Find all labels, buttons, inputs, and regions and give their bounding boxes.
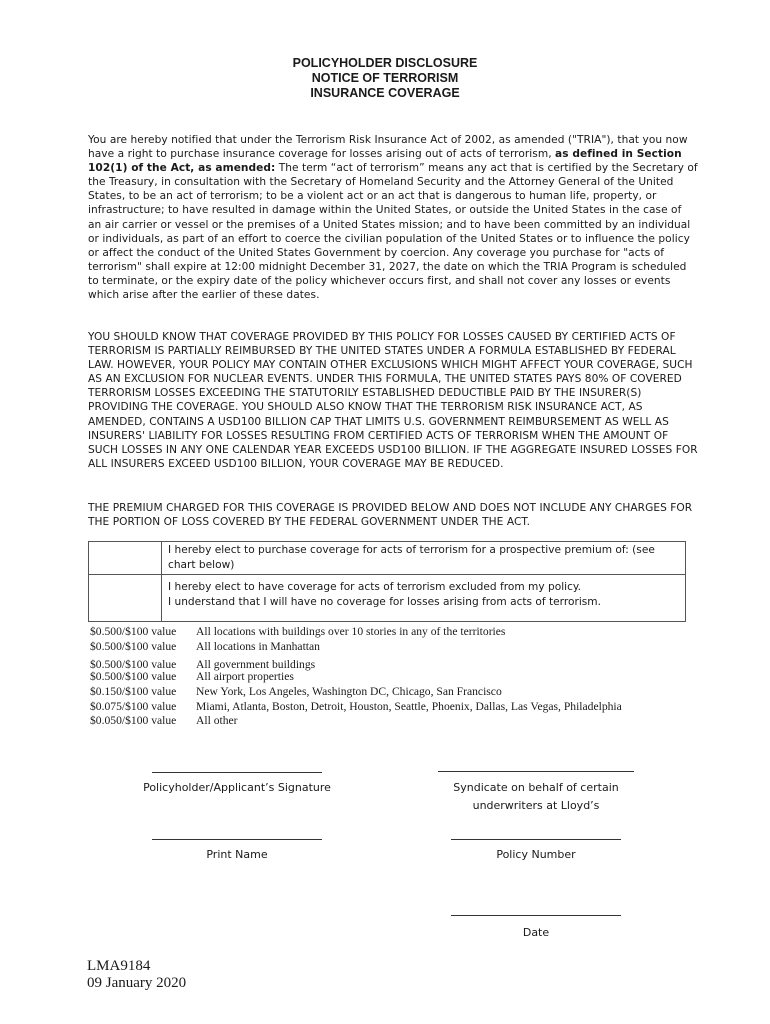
rate-value: $0.050/$100 value: [90, 714, 177, 728]
rate-row: [90, 700, 622, 715]
form-footer: [87, 958, 186, 992]
rate-description: Miami, Atlanta, Boston, Detroit, Houston, Seattle, Phoenix, Dallas, Las Vegas, Philadelphia: [196, 699, 622, 713]
rate-row: [90, 625, 622, 640]
exclude-election-box[interactable]: [89, 575, 162, 622]
tria-notice-paragraph: [88, 133, 698, 302]
purchase-election-box[interactable]: [89, 542, 162, 575]
syndicate-signature-line[interactable]: [438, 771, 634, 772]
election-row-exclude: [89, 575, 686, 622]
form-code: LMA9184: [87, 958, 151, 974]
rate-row: [90, 640, 622, 655]
rate-description: All other: [196, 714, 238, 728]
rate-row: [90, 714, 622, 729]
rate-value: $0.500/$100 value: [90, 657, 177, 671]
date-line[interactable]: [451, 915, 621, 916]
policyholder-signature-line[interactable]: [152, 772, 322, 773]
election-table: [88, 541, 686, 622]
policyholder-signature-label: Policyholder/Applicant’s Signature: [143, 781, 331, 794]
rate-row: [90, 670, 622, 685]
policy-number-line[interactable]: [451, 839, 621, 840]
syndicate-label-line-2: underwriters at Lloyd’s: [472, 799, 600, 812]
rate-value: $0.150/$100 value: [90, 684, 177, 698]
exclude-election-line-1: I hereby elect to have coverage for acts of terrorism excluded from my policy.: [168, 581, 582, 593]
form-date: 09 January 2020: [87, 975, 187, 991]
rate-description: New York, Los Angeles, Washington DC, Chicago, San Francisco: [196, 684, 502, 698]
title-line-2: NOTICE OF TERRORISM: [311, 71, 459, 85]
rate-description: All locations with buildings over 10 stories in any of the territories: [196, 625, 506, 638]
premium-paragraph: THE PREMIUM CHARGED FOR THIS COVERAGE IS PROVIDED BELOW AND DOES NOT INCLUDE ANY CHARGES FOR THE PORTION OF LOSS COVERED BY THE FEDERAL GOVERNMENT UNDER THE ACT.: [88, 502, 693, 529]
purchase-election-text: I hereby elect to purchase coverage for acts of terrorism for a prospective premium of: (see chart below): [162, 542, 686, 575]
rate-description: All locations in Manhattan: [196, 639, 320, 653]
date-label: Date: [522, 926, 550, 939]
rate-description: All airport properties: [196, 669, 294, 683]
rate-row: [90, 685, 622, 700]
election-row-purchase: [89, 542, 686, 575]
reimbursement-paragraph: YOU SHOULD KNOW THAT COVERAGE PROVIDED BY THIS POLICY FOR LOSSES CAUSED BY CERTIFIED ACTS OF TERRORISM IS PARTIALLY REIMBURSED BY THE UNITED STATES UNDER A FORMULA ESTABLISHED BY FEDERAL LAW. HOWEVER, YOUR POLICY MAY CONTAIN OTHER EXCLUSIONS WHICH MIGHT AFFECT YOUR COVERAGE, SUCH AS AN EXCLUSION FOR NUCLEAR EVENTS. UNDER THIS FORMULA, THE UNITED STATES PAYS 80% OF COVERED TERRORISM LOSSES EXCEEDING THE STATUTORILY ESTABLISHED DEDUCTIBLE PAID BY THE INSURER(S) PROVIDING THE COVERAGE. YOU SHOULD ALSO KNOW THAT THE TERRORISM RISK INSURANCE ACT, AS AMENDED, CONTAINS A USD100 BILLION CAP THAT LIMITS U.S. GOVERNMENT REIMBURSEMENT AS WELL AS INSURERS' LIABILITY FOR LOSSES RESULTING FROM CERTIFIED ACTS OF TERRORISM WHEN THE AMOUNT OF SUCH LOSSES IN ANY ONE CALENDAR YEAR EXCEEDS USD100 BILLION. IF THE AGGREGATE INSURED LOSSES FOR ALL INSURERS EXCEED USD100 BILLION, YOUR COVERAGE MAY BE REDUCED.: [88, 331, 698, 470]
rate-value: $0.075/$100 value: [90, 699, 177, 713]
tria-notice-text-b: The term “act of terrorism” means any act that is certified by the Secretary of the Treasury, in consultation with the Secretary of Homeland Security and the Attorney General of the United States, to be an act of terrorism; to be a violent act or an act that is dangerous to human life, property, or infrastructure; to have resulted in damage within the United States, or outside the United States in the case of an air carrier or vessel or the premises of a United States mission; and to have been committed by an individual or individuals, as part of an effort to coerce the civilian population of the United States or to influence the policy or affect the conduct of the United States Government by coercion. Any coverage you purchase for "acts of terrorism" shall expire at 12:00 midnight December 31, 2027, the date on which the TRIA Program is scheduled to terminate, or the expiry date of the policy whichever occurs first, and shall not cover any losses or events which arise after the earlier of these dates.: [88, 162, 698, 302]
exclude-election-text: [162, 575, 686, 622]
print-name-line[interactable]: [152, 839, 322, 840]
tria-notice-bold-text: as defined in Section 102(1) of the Act, as amended:: [88, 148, 682, 175]
title-line-3: INSURANCE COVERAGE: [310, 86, 460, 100]
rate-value: $0.500/$100 value: [90, 639, 177, 653]
tria-notice-text-a: You are hereby notified that under the Terrorism Risk Insurance Act of 2002, as amended ("TRIA"), that you now have a right to purchase insurance coverage for losses arising out of acts of terrorism,: [88, 134, 688, 161]
rate-description: All government buildings: [196, 657, 316, 671]
title-line-1: POLICYHOLDER DISCLOSURE: [292, 56, 478, 70]
rate-value: $0.500/$100 value: [90, 625, 177, 638]
rate-value: $0.500/$100 value: [90, 669, 177, 683]
document-title: [0, 56, 770, 101]
policy-number-label: Policy Number: [496, 848, 576, 861]
rate-schedule: [90, 625, 622, 729]
exclude-election-line-2: I understand that I will have no coverage for losses arising from acts of terrorism.: [168, 595, 601, 608]
syndicate-label-line-1: Syndicate on behalf of certain: [453, 781, 619, 794]
print-name-label: Print Name: [206, 848, 268, 861]
